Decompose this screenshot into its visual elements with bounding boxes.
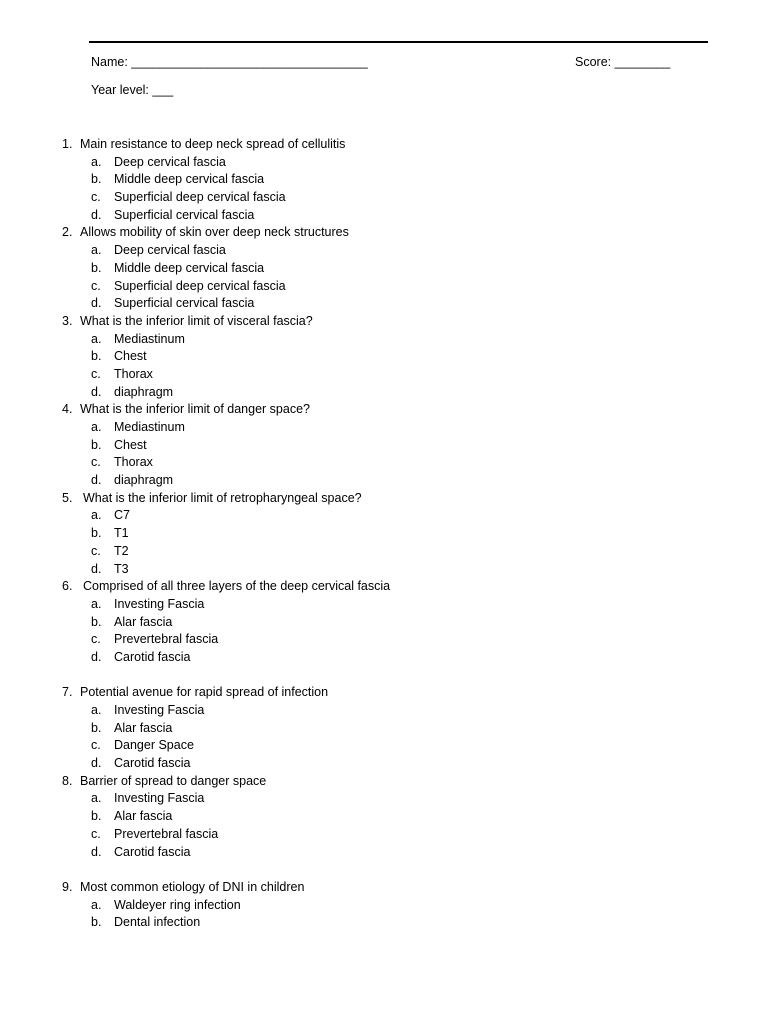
answer-option: [0, 702, 768, 720]
answer-option: [0, 507, 768, 525]
option-letter: d.: [91, 756, 102, 771]
option-text: Prevertebral fascia: [114, 826, 219, 841]
option-text: Carotid fascia: [114, 844, 191, 859]
question-text: Allows mobility of skin over deep neck structures: [80, 225, 349, 240]
question-2: [0, 224, 768, 242]
option-letter: a.: [91, 897, 102, 912]
answer-option: [0, 189, 768, 207]
option-text: Mediastinum: [114, 331, 185, 346]
option-letter: c.: [91, 366, 101, 381]
question-text: Barrier of spread to danger space: [80, 773, 267, 788]
answer-option: [0, 472, 768, 490]
option-letter: d.: [91, 207, 102, 222]
option-text: Superficial deep cervical fascia: [114, 190, 286, 205]
option-text: Mediastinum: [114, 420, 185, 434]
option-letter: a.: [91, 508, 102, 523]
option-letter: c.: [91, 826, 101, 841]
question-text: Most common etiology of DNI in children: [80, 879, 305, 894]
option-letter: d.: [91, 561, 102, 576]
option-text: Superficial deep cervical fascia: [114, 278, 286, 293]
option-text: Thorax: [114, 366, 153, 381]
option-text: diaphragm: [114, 473, 174, 488]
answer-option: [0, 454, 768, 472]
option-letter: b.: [91, 437, 102, 452]
option-text: Chest: [114, 349, 147, 364]
option-text: Superficial cervical fascia: [114, 296, 255, 311]
option-letter: b.: [91, 809, 102, 824]
question-4: [0, 401, 768, 419]
quiz-list: [0, 136, 768, 932]
option-text: Alar fascia: [114, 809, 173, 824]
option-letter: c.: [91, 455, 101, 470]
answer-option: [0, 207, 768, 225]
option-letter: a.: [91, 703, 102, 717]
question-text: What is the inferior limit of danger space?: [80, 402, 310, 417]
option-text: Chest: [114, 437, 147, 452]
question-1: [0, 136, 768, 154]
answer-option: [0, 260, 768, 278]
option-text: Superficial cervical fascia: [114, 207, 255, 222]
question-6: [0, 578, 768, 596]
question-3: [0, 313, 768, 331]
answer-option: [0, 543, 768, 561]
option-text: C7: [114, 508, 130, 523]
question-number: 2.: [62, 225, 73, 240]
question-8: [0, 773, 768, 791]
option-letter: a.: [91, 596, 102, 611]
answer-option: [0, 755, 768, 773]
option-letter: c.: [91, 543, 101, 558]
option-letter: c.: [91, 632, 101, 647]
answer-option: [0, 295, 768, 313]
option-letter: b.: [91, 720, 102, 735]
option-text: Alar fascia: [114, 720, 173, 735]
option-letter: c.: [91, 738, 101, 753]
option-text: Danger Space: [114, 738, 194, 753]
option-text: Alar fascia: [114, 614, 173, 629]
answer-option: [0, 614, 768, 632]
question-5: [0, 490, 768, 508]
option-letter: a.: [91, 791, 102, 806]
answer-option: [0, 154, 768, 172]
answer-option: [0, 348, 768, 366]
answer-option: [0, 790, 768, 808]
answer-option: [0, 242, 768, 260]
question-number: 9.: [62, 879, 73, 894]
option-text: T3: [114, 561, 129, 576]
answer-option: [0, 720, 768, 738]
answer-option: [0, 366, 768, 384]
option-text: Waldeyer ring infection: [114, 897, 241, 912]
answer-option: [0, 171, 768, 189]
answer-option: [0, 737, 768, 755]
option-letter: b.: [91, 349, 102, 364]
option-text: diaphragm: [114, 384, 174, 399]
answer-option: [0, 914, 768, 932]
answer-option: [0, 419, 768, 437]
option-text: Prevertebral fascia: [114, 632, 219, 647]
option-letter: b.: [91, 614, 102, 629]
question-number: 7.: [62, 685, 73, 700]
answer-option: [0, 631, 768, 649]
option-text: Deep cervical fascia: [114, 243, 226, 258]
option-text: Investing Fascia: [114, 596, 205, 611]
option-text: Deep cervical fascia: [114, 154, 226, 169]
answer-option: [0, 278, 768, 296]
option-text: Investing Fascia: [114, 791, 205, 806]
option-text: Carotid fascia: [114, 649, 191, 664]
option-letter: d.: [91, 473, 102, 488]
question-number: 6.: [62, 579, 73, 594]
score-field-line: Score: ________: [575, 55, 671, 69]
question-number: 4.: [62, 402, 73, 417]
question-text: What is the inferior limit of retropharyngeal space?: [83, 490, 362, 505]
option-text: T2: [114, 543, 129, 558]
question-number: 5.: [62, 490, 73, 505]
option-letter: c.: [91, 278, 101, 293]
answer-option: [0, 808, 768, 826]
question-text: Comprised of all three layers of the deep cervical fascia: [83, 579, 391, 594]
name-field-line: Name: __________________________________: [91, 55, 368, 69]
answer-option: [0, 331, 768, 349]
question-7: [0, 684, 768, 702]
option-text: T1: [114, 526, 129, 541]
question-text: Main resistance to deep neck spread of cellulitis: [80, 137, 346, 151]
answer-option: [0, 561, 768, 579]
blank-line: [0, 667, 768, 685]
answer-option: [0, 897, 768, 915]
option-letter: c.: [91, 190, 101, 205]
blank-line: [0, 861, 768, 879]
option-letter: a.: [91, 243, 102, 258]
option-text: Thorax: [114, 455, 153, 470]
year-level-field-line: Year level: ___: [91, 83, 174, 97]
option-letter: b.: [91, 172, 102, 187]
option-letter: b.: [91, 526, 102, 541]
answer-option: [0, 384, 768, 402]
option-letter: b.: [91, 260, 102, 275]
question-number: 1.: [62, 137, 73, 151]
option-letter: d.: [91, 296, 102, 311]
option-text: Dental infection: [114, 915, 201, 930]
option-letter: d.: [91, 844, 102, 859]
question-9: [0, 879, 768, 897]
header-rule: [89, 41, 708, 43]
question-text: Potential avenue for rapid spread of infection: [80, 685, 329, 700]
option-letter: a.: [91, 420, 102, 434]
option-text: Carotid fascia: [114, 756, 191, 771]
question-text: What is the inferior limit of visceral fascia?: [80, 313, 313, 328]
option-letter: d.: [91, 384, 102, 399]
question-number: 3.: [62, 313, 73, 328]
answer-option: [0, 649, 768, 667]
answer-option: [0, 596, 768, 614]
answer-option: [0, 437, 768, 455]
answer-option: [0, 844, 768, 862]
option-text: Middle deep cervical fascia: [114, 172, 265, 187]
option-letter: b.: [91, 915, 102, 930]
option-text: Investing Fascia: [114, 703, 205, 717]
question-number: 8.: [62, 773, 73, 788]
answer-option: [0, 525, 768, 543]
option-letter: a.: [91, 331, 102, 346]
option-letter: d.: [91, 649, 102, 664]
option-letter: a.: [91, 154, 102, 169]
answer-option: [0, 826, 768, 844]
option-text: Middle deep cervical fascia: [114, 260, 265, 275]
